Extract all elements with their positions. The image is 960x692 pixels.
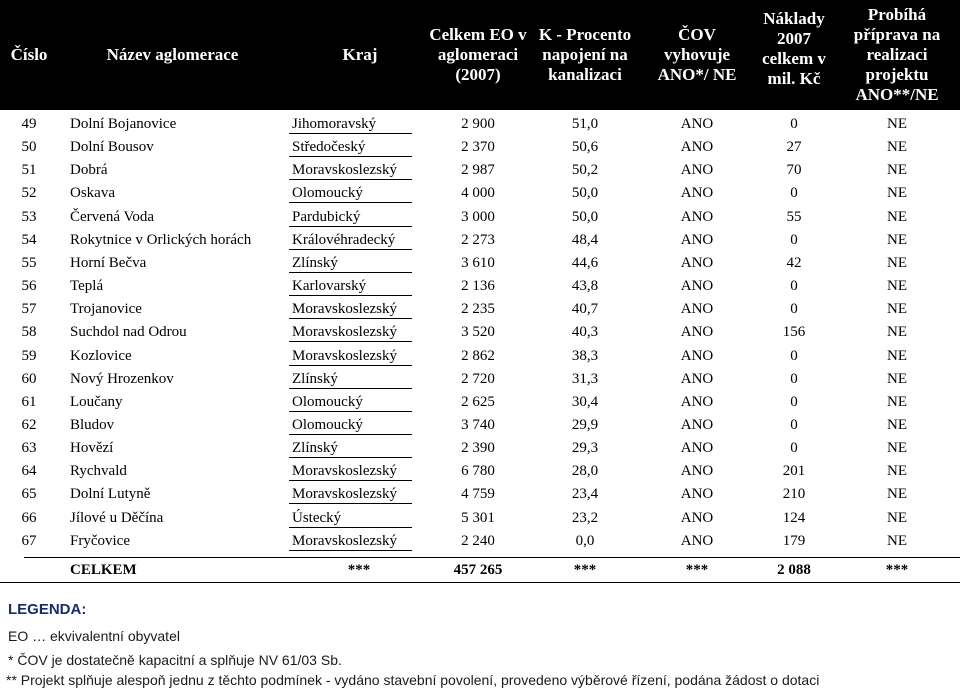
cell-probiha: NE <box>887 417 907 433</box>
cell-pct: 50,6 <box>571 139 599 155</box>
table-row <box>0 345 960 367</box>
cell-kraj: Zlínský <box>292 440 338 456</box>
kraj-underline <box>289 411 412 412</box>
cell-cov: ANO <box>680 232 714 248</box>
total-bottom-rule <box>0 582 960 583</box>
cell-cov: ANO <box>680 139 714 155</box>
cell-nazev: Nový Hrozenkov <box>70 371 174 387</box>
cell-kraj: Moravskoslezský <box>292 324 397 340</box>
cell-naklady: 0 <box>790 348 798 364</box>
total-kraj: *** <box>347 562 371 578</box>
total-eo: 457 265 <box>453 562 503 578</box>
kraj-underline <box>289 156 412 157</box>
cell-eo: 2 240 <box>461 533 495 549</box>
cell-nazev: Kozlovice <box>70 348 132 364</box>
cell-probiha: NE <box>887 255 907 271</box>
kraj-underline <box>289 434 412 435</box>
total-label: CELKEM <box>70 562 137 578</box>
cell-nazev: Červená Voda <box>70 209 155 225</box>
cell-kraj: Pardubický <box>292 209 361 225</box>
total-cov: *** <box>685 562 709 578</box>
cell-probiha: NE <box>887 463 907 479</box>
cell-naklady: 0 <box>790 185 798 201</box>
kraj-underline <box>289 272 412 273</box>
col-header-eo: Celkem EO v aglomeraci (2007) <box>429 25 527 84</box>
cell-pct: 48,4 <box>571 232 599 248</box>
cell-probiha: NE <box>887 209 907 225</box>
kraj-underline <box>289 318 412 319</box>
table-header <box>0 0 960 110</box>
cell-cov: ANO <box>680 185 714 201</box>
table-row <box>0 321 960 343</box>
kraj-underline <box>289 295 412 296</box>
cell-cov: ANO <box>680 278 714 294</box>
cell-kraj: Olomoucký <box>292 185 363 201</box>
cell-eo: 2 987 <box>461 162 495 178</box>
total-row <box>0 559 960 581</box>
cell-cislo: 65 <box>21 486 37 502</box>
total-pct: *** <box>573 562 597 578</box>
cell-cov: ANO <box>680 533 714 549</box>
cell-nazev: Bludov <box>70 417 115 433</box>
cell-probiha: NE <box>887 324 907 340</box>
cell-cov: ANO <box>680 255 714 271</box>
cell-eo: 6 780 <box>461 463 495 479</box>
cell-cislo: 50 <box>21 139 37 155</box>
cell-nazev: Dolní Bousov <box>70 139 154 155</box>
legend-title: LEGENDA: <box>8 601 87 618</box>
cell-naklady: 156 <box>782 324 806 340</box>
cell-cislo: 62 <box>21 417 37 433</box>
col-header-pct: K - Procento napojení na kanalizaci <box>538 25 632 84</box>
kraj-underline <box>289 133 412 134</box>
cell-nazev: Suchdol nad Odrou <box>70 324 187 340</box>
table-row <box>0 229 960 251</box>
cell-nazev: Oskava <box>70 185 115 201</box>
cell-nazev: Dolní Lutyně <box>70 486 151 502</box>
cell-pct: 43,8 <box>571 278 599 294</box>
cell-cov: ANO <box>680 371 714 387</box>
cell-eo: 4 759 <box>461 486 495 502</box>
cell-naklady: 0 <box>790 116 798 132</box>
cell-pct: 29,9 <box>571 417 599 433</box>
cell-probiha: NE <box>887 533 907 549</box>
cell-cov: ANO <box>680 301 714 317</box>
cell-cislo: 58 <box>21 324 37 340</box>
cell-cislo: 66 <box>21 510 37 526</box>
cell-eo: 2 136 <box>461 278 495 294</box>
table-row <box>0 113 960 135</box>
cell-cislo: 56 <box>21 278 37 294</box>
cell-probiha: NE <box>887 440 907 456</box>
cell-cov: ANO <box>680 116 714 132</box>
col-header-nazev: Název aglomerace <box>106 45 239 64</box>
cell-kraj: Moravskoslezský <box>292 348 397 364</box>
cell-naklady: 70 <box>786 162 802 178</box>
cell-pct: 38,3 <box>571 348 599 364</box>
cell-cislo: 67 <box>21 533 37 549</box>
cell-pct: 29,3 <box>571 440 599 456</box>
cell-cislo: 63 <box>21 440 37 456</box>
cell-probiha: NE <box>887 185 907 201</box>
cell-cov: ANO <box>680 348 714 364</box>
cell-eo: 3 740 <box>461 417 495 433</box>
cell-cislo: 54 <box>21 232 37 248</box>
col-header-probiha: Probíhá příprava na realizaci projektu ANO**/NE <box>853 5 941 104</box>
cell-probiha: NE <box>887 301 907 317</box>
table-row <box>0 182 960 204</box>
cell-cislo: 53 <box>21 209 37 225</box>
cell-pct: 51,0 <box>571 116 599 132</box>
cell-cislo: 59 <box>21 348 37 364</box>
cell-probiha: NE <box>887 232 907 248</box>
cell-probiha: NE <box>887 394 907 410</box>
cell-cislo: 57 <box>21 301 37 317</box>
cell-cov: ANO <box>680 463 714 479</box>
cell-kraj: Zlínský <box>292 371 338 387</box>
cell-naklady: 0 <box>790 371 798 387</box>
cell-kraj: Jihomoravský <box>292 116 377 132</box>
cell-probiha: NE <box>887 510 907 526</box>
cell-naklady: 201 <box>782 463 806 479</box>
kraj-underline <box>289 503 412 504</box>
table-row <box>0 275 960 297</box>
cell-pct: 50,0 <box>571 185 599 201</box>
cell-cov: ANO <box>680 417 714 433</box>
table-row <box>0 414 960 436</box>
cell-kraj: Ústecký <box>292 510 342 526</box>
cell-eo: 2 235 <box>461 301 495 317</box>
cell-eo: 5 301 <box>461 510 495 526</box>
cell-pct: 23,4 <box>571 486 599 502</box>
cell-kraj: Olomoucký <box>292 417 363 433</box>
cell-kraj: Moravskoslezský <box>292 162 397 178</box>
kraj-underline <box>289 202 412 203</box>
cell-cov: ANO <box>680 162 714 178</box>
cell-kraj: Moravskoslezský <box>292 533 397 549</box>
cell-nazev: Fryčovice <box>70 533 130 549</box>
kraj-underline <box>289 341 412 342</box>
kraj-underline <box>289 480 412 481</box>
table-row <box>0 206 960 228</box>
table-row <box>0 483 960 505</box>
kraj-underline <box>289 365 412 366</box>
cell-nazev: Hovězí <box>70 440 114 456</box>
cell-pct: 40,3 <box>571 324 599 340</box>
table-row <box>0 460 960 482</box>
col-header-kraj: Kraj <box>342 45 378 64</box>
cell-cov: ANO <box>680 510 714 526</box>
cell-nazev: Loučany <box>70 394 123 410</box>
table-row <box>0 437 960 459</box>
cell-naklady: 0 <box>790 232 798 248</box>
cell-nazev: Teplá <box>70 278 104 294</box>
cell-cislo: 64 <box>21 463 37 479</box>
legend-eo: EO … ekvivalentní obyvatel <box>8 628 180 644</box>
cell-cov: ANO <box>680 486 714 502</box>
cell-kraj: Moravskoslezský <box>292 301 397 317</box>
cell-eo: 2 390 <box>461 440 495 456</box>
cell-pct: 23,2 <box>571 510 599 526</box>
cell-cislo: 61 <box>21 394 37 410</box>
total-prob: *** <box>885 562 909 578</box>
cell-naklady: 27 <box>786 139 802 155</box>
cell-eo: 3 000 <box>461 209 495 225</box>
cell-pct: 40,7 <box>571 301 599 317</box>
table-row <box>0 391 960 413</box>
cell-naklady: 55 <box>786 209 802 225</box>
cell-nazev: Dolní Bojanovice <box>70 116 177 132</box>
cell-pct: 50,0 <box>571 209 599 225</box>
cell-pct: 31,3 <box>571 371 599 387</box>
cell-kraj: Moravskoslezský <box>292 486 397 502</box>
cell-nazev: Dobrá <box>70 162 108 178</box>
legend-note-2: ** Projekt splňuje alespoň jednu z těchto podmínek - vydáno stavební povolení, provedeno výběrové řízení, podána žádost o dotaci <box>6 672 820 688</box>
cell-nazev: Rychvald <box>70 463 127 479</box>
cell-probiha: NE <box>887 139 907 155</box>
cell-kraj: Zlínský <box>292 255 338 271</box>
cell-probiha: NE <box>887 371 907 387</box>
cell-pct: 0,0 <box>575 533 595 549</box>
cell-pct: 30,4 <box>571 394 599 410</box>
cell-nazev: Trojanovice <box>70 301 142 317</box>
cell-cislo: 51 <box>21 162 37 178</box>
total-cost: 2 088 <box>777 562 811 578</box>
kraj-underline <box>289 388 412 389</box>
cell-cislo: 52 <box>21 185 37 201</box>
cell-naklady: 0 <box>790 417 798 433</box>
table-row <box>0 252 960 274</box>
cell-naklady: 42 <box>786 255 802 271</box>
cell-nazev: Jílové u Děčína <box>70 510 164 526</box>
table-row <box>0 507 960 529</box>
table-row <box>0 368 960 390</box>
cell-kraj: Královéhradecký <box>292 232 396 248</box>
table-row <box>0 136 960 158</box>
cell-eo: 3 520 <box>461 324 495 340</box>
cell-cov: ANO <box>680 440 714 456</box>
kraj-underline <box>289 179 412 180</box>
cell-pct: 44,6 <box>571 255 599 271</box>
cell-naklady: 0 <box>790 440 798 456</box>
cell-probiha: NE <box>887 348 907 364</box>
kraj-underline <box>289 550 412 551</box>
col-header-cislo: Číslo <box>10 45 48 64</box>
cell-cov: ANO <box>680 324 714 340</box>
kraj-underline <box>289 249 412 250</box>
cell-cov: ANO <box>680 209 714 225</box>
cell-cislo: 60 <box>21 371 37 387</box>
table-row <box>0 298 960 320</box>
cell-eo: 2 720 <box>461 371 495 387</box>
kraj-underline <box>289 226 412 227</box>
cell-kraj: Karlovarský <box>292 278 367 294</box>
cell-probiha: NE <box>887 278 907 294</box>
kraj-underline <box>289 457 412 458</box>
cell-eo: 2 900 <box>461 116 495 132</box>
cell-cislo: 55 <box>21 255 37 271</box>
total-top-rule <box>24 557 960 558</box>
col-header-cov: ČOV vyhovuje ANO*/ NE <box>657 25 737 84</box>
cell-pct: 50,2 <box>571 162 599 178</box>
cell-eo: 2 625 <box>461 394 495 410</box>
cell-nazev: Horní Bečva <box>70 255 147 271</box>
cell-cov: ANO <box>680 394 714 410</box>
cell-naklady: 210 <box>782 486 806 502</box>
cell-eo: 4 000 <box>461 185 495 201</box>
cell-naklady: 0 <box>790 394 798 410</box>
cell-kraj: Moravskoslezský <box>292 463 397 479</box>
cell-kraj: Středočeský <box>292 139 366 155</box>
cell-naklady: 124 <box>782 510 806 526</box>
cell-eo: 2 273 <box>461 232 495 248</box>
cell-pct: 28,0 <box>571 463 599 479</box>
cell-eo: 3 610 <box>461 255 495 271</box>
kraj-underline <box>289 527 412 528</box>
table-row <box>0 530 960 552</box>
cell-probiha: NE <box>887 116 907 132</box>
cell-nazev: Rokytnice v Orlických horách <box>70 232 252 248</box>
cell-probiha: NE <box>887 162 907 178</box>
cell-eo: 2 862 <box>461 348 495 364</box>
cell-kraj: Olomoucký <box>292 394 363 410</box>
legend-note-1: * ČOV je dostatečně kapacitní a splňuje NV 61/03 Sb. <box>8 652 342 668</box>
table-row <box>0 159 960 181</box>
cell-naklady: 0 <box>790 301 798 317</box>
cell-cislo: 49 <box>21 116 37 132</box>
cell-naklady: 0 <box>790 278 798 294</box>
col-header-naklady: Náklady 2007 celkem v mil. Kč <box>762 9 826 88</box>
cell-naklady: 179 <box>782 533 806 549</box>
cell-eo: 2 370 <box>461 139 495 155</box>
cell-probiha: NE <box>887 486 907 502</box>
